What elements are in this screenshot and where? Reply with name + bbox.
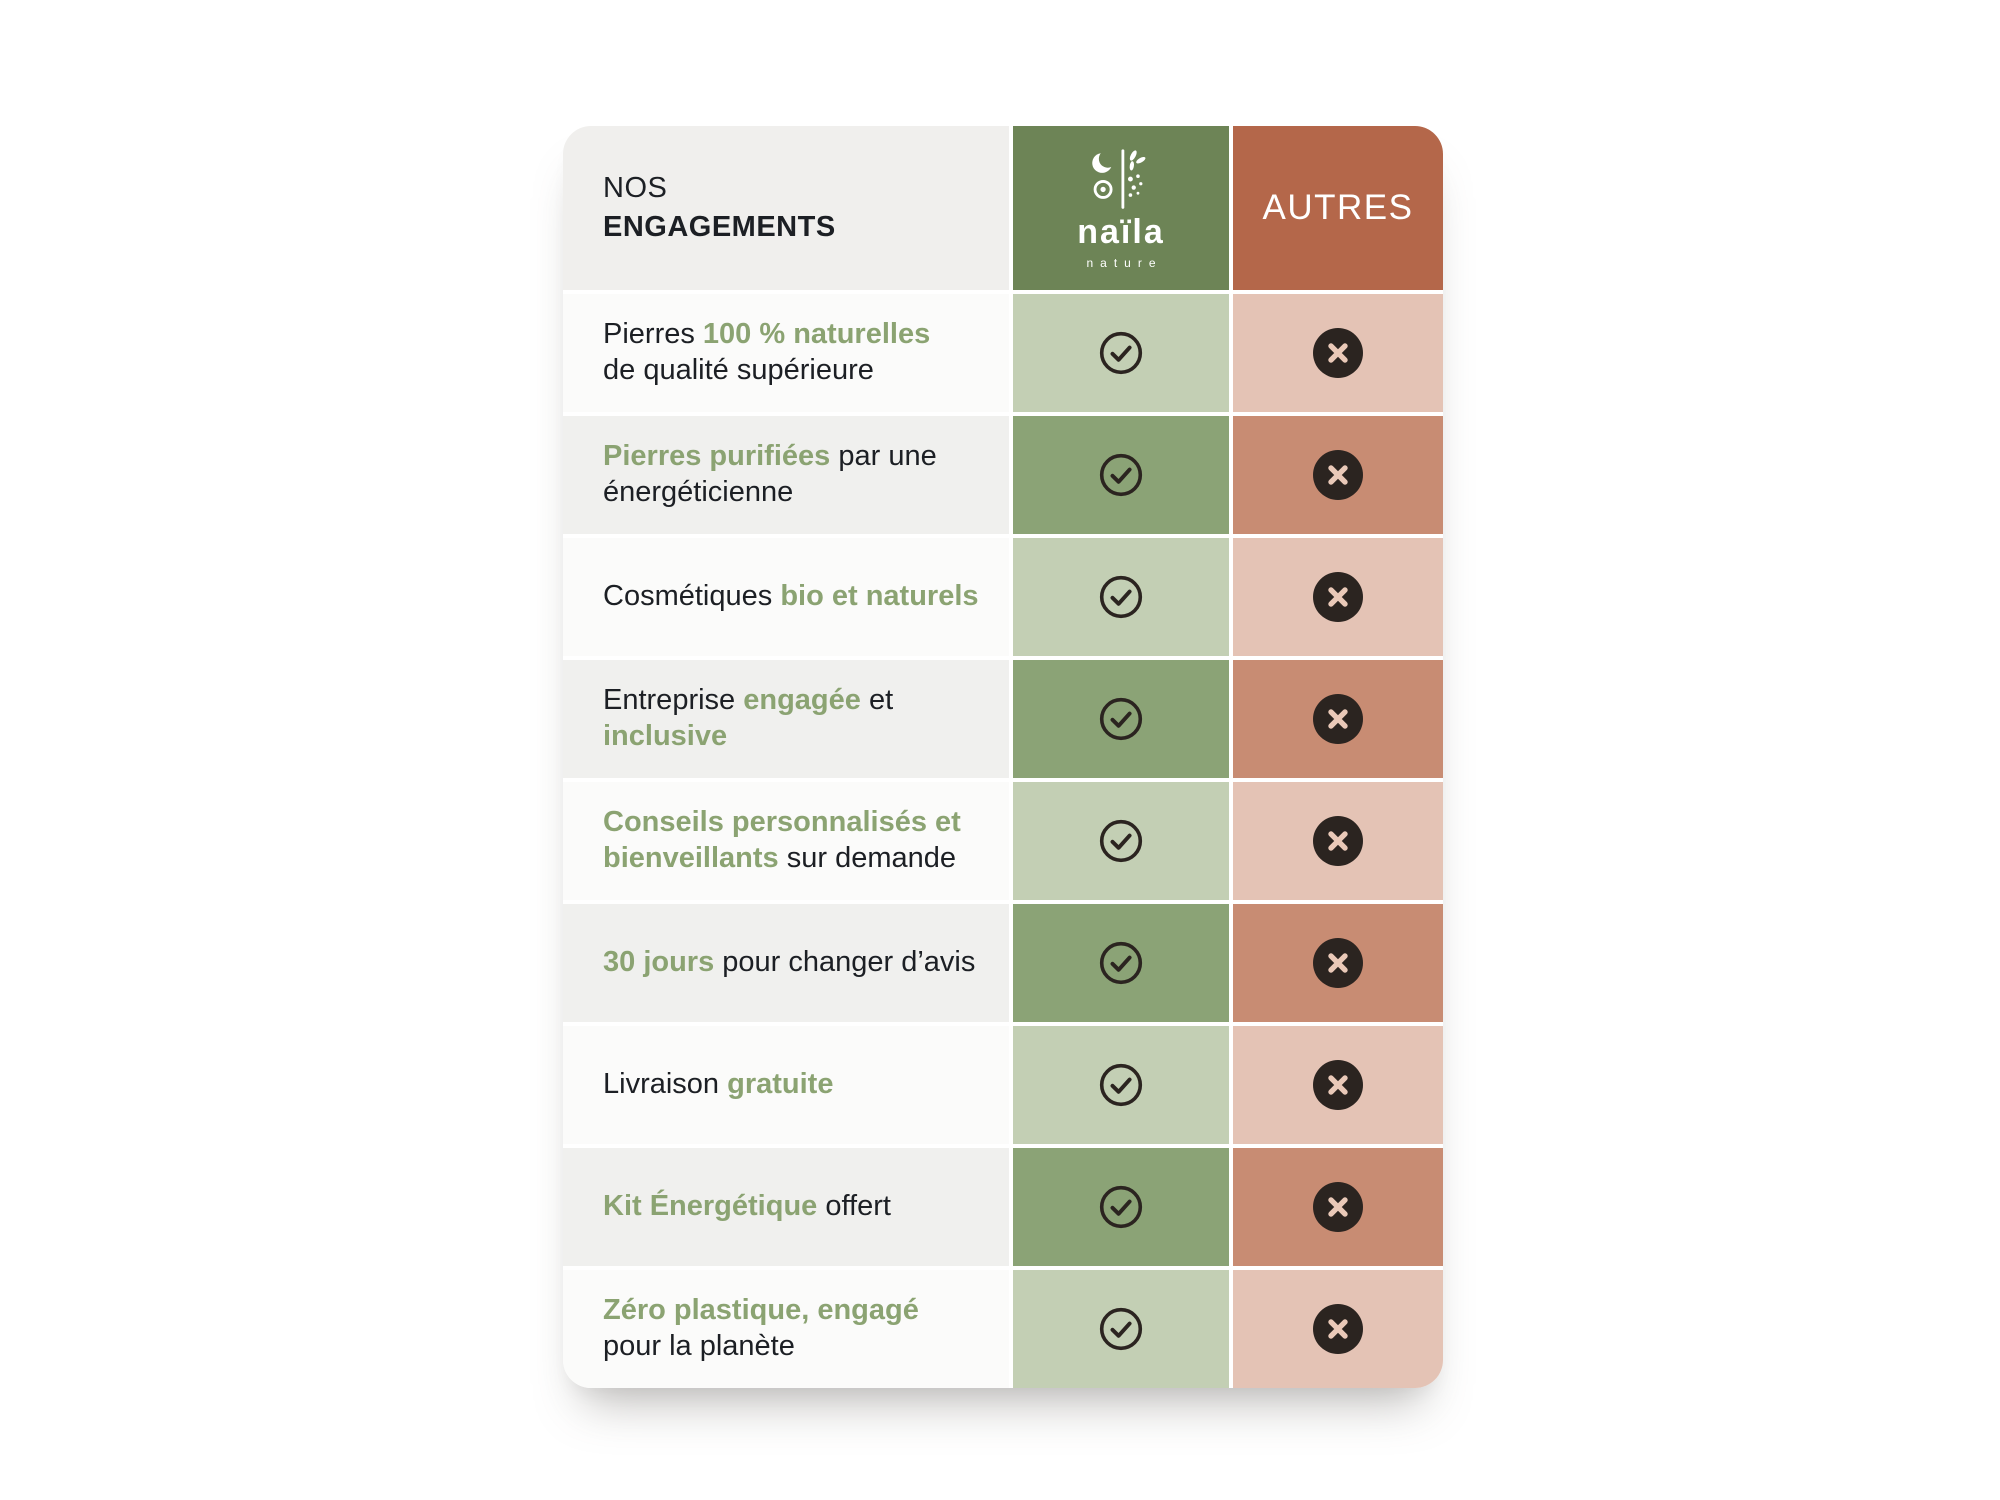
row-label: Livraison gratuite [563,1026,1009,1144]
table-header-competitor [1233,126,1443,290]
check-circle-icon [1098,1184,1144,1230]
x-circle-icon [1312,449,1364,501]
autres-value-cell [1233,1148,1443,1266]
row-label: Zéro plastique, engagé pour la planète [563,1270,1009,1388]
x-circle-icon [1312,327,1364,379]
row-label: Entreprise engagée et inclusive [563,660,1009,778]
brand-subname: nature [1086,255,1163,270]
header-title-line1: NOS [603,171,668,204]
naila-value-cell [1013,660,1229,778]
row-label: Kit Énergétique offert [563,1148,1009,1266]
naila-value-cell [1013,294,1229,412]
check-circle-icon [1098,452,1144,498]
check-circle-icon [1098,818,1144,864]
x-circle-icon [1312,1059,1364,1111]
check-circle-icon [1098,940,1144,986]
autres-value-cell [1233,416,1443,534]
x-circle-icon [1312,937,1364,989]
check-circle-icon [1098,330,1144,376]
naila-nature-logo-icon [1073,147,1169,213]
competitor-label: AUTRES [1262,188,1414,227]
row-label: Pierres 100 % naturelles de qualité supérieure [563,294,1009,412]
autres-value-cell [1233,538,1443,656]
autres-value-cell [1233,1026,1443,1144]
x-circle-icon [1312,1181,1364,1233]
autres-value-cell [1233,294,1443,412]
table-header-title [563,126,1009,290]
row-label: 30 jours pour changer d’avis [563,904,1009,1022]
naila-value-cell [1013,1270,1229,1388]
autres-value-cell [1233,782,1443,900]
autres-value-cell [1233,1270,1443,1388]
autres-value-cell [1233,660,1443,778]
naila-value-cell [1013,416,1229,534]
x-circle-icon [1312,815,1364,867]
comparison-table [563,126,1443,1388]
check-circle-icon [1098,1306,1144,1352]
naila-value-cell [1013,1026,1229,1144]
naila-value-cell [1013,782,1229,900]
naila-value-cell [1013,1148,1229,1266]
row-label: Cosmétiques bio et naturels [563,538,1009,656]
x-circle-icon [1312,1303,1364,1355]
check-circle-icon [1098,1062,1144,1108]
brand-name: naïla [1077,212,1165,251]
x-circle-icon [1312,571,1364,623]
header-title-line2: ENGAGEMENTS [603,211,836,243]
check-circle-icon [1098,696,1144,742]
naila-value-cell [1013,538,1229,656]
autres-value-cell [1233,904,1443,1022]
naila-value-cell [1013,904,1229,1022]
check-circle-icon [1098,574,1144,620]
x-circle-icon [1312,693,1364,745]
table-header-brand [1013,126,1229,290]
row-label: Pierres purifiées par une énergéticienne [563,416,1009,534]
row-label: Conseils personnalisés et bienveillants sur demande [563,782,1009,900]
